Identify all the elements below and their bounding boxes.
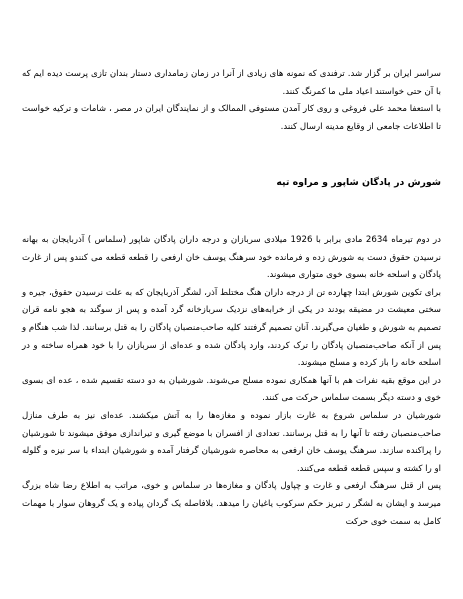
section-paragraph-5: پس از قتل سرهنگ ارفعی و غارت و چپاول پادگان و مغازه‌ها در سلماس و خوی، مراتب به اطلاع رضا شاه بزرگ میرسد و ایشان به لشگر ر تبریز حکم سرکوب یاغیان را میدهد. بلافاصله یک گردان پیاده و یک گروهان سوار با مهمات کامل به سمت خوی حرکت — [22, 481, 441, 527]
intro-paragraph-2: با استعفا محمد علی فروغی و روی کار آمدن مستوفی الممالک و از نمایندگان ایران در مصر ، شامات و ترکیه خواست تا اطلاعات جامعی از وقایع مدینه ارسال کنند. — [22, 104, 441, 132]
section-paragraph-1: در دوم تیرماه 2634 مادی برابر با 1926 میلادی سربازان و درجه داران پادگان شاپور (سلماس ) آذربایجان به بهانه نرسیدن حقوق دست به شورش زده و فرمانده خود سرهنگ یوسف خان ارفعی را قطعه قطعه می کنندو پس از غارت پادگان و اسلحه خانه بسوی خوی متواری میشوند. — [22, 235, 442, 281]
section-heading: شورش در پادگان شاپور و مراوه تپه — [276, 177, 441, 188]
section-body — [22, 232, 441, 531]
intro-block — [22, 66, 441, 136]
section-paragraph-4: شورشیان در سلماس شروع به غارت بازار نموده و مغازه‌ها را به آتش میکشند. عده‌ای نیز به طرف منازل صاحب‌منصبان رفته تا آنها را به قتل برسانند. تعدادی از افسران با موضع گیری و تیراندازی موفق میشوند تا شورشیان را پراکنده سازند. سرهنگ یوسف خان ارفعی به محاصره شورشیان گرفتار آمده و شورشیان ابتداء با سر نیزه و گلوله او را کشته و سپس قطعه قطعه می‌کنند. — [22, 410, 441, 474]
intro-paragraph-1: سراسر ایران بر گزار شد. ترفندی که نمونه های زیادی از آنرا در زمان زمامداری دستار بندان تازی پرست دیده ایم که با آن حتی خواستند اعیاد ملی ما کمرنگ کنند. — [22, 69, 441, 97]
section-paragraph-3: در این موقع بقیه نفرات هم با آنها همکاری نموده مسلح می‌شوند. شورشیان به دو دسته تقسیم شده ، عده ای بسوی خوی و دسته دیگر بسمت سلماس حرکت می کنند. — [22, 375, 441, 404]
section-paragraph-2: برای تکوین شورش ابتدا چهارده تن از درجه داران هنگ مختلط آذر، لشگر آذربایجان که به علت نرسیدن حقوق، جیره و سختی معیشت در مضیقه بودند در یکی از خرابه‌های نزدیک سربازخانه گرد آمده و پس از سوگند به هجو نامه قران تصمیم به شورش و طغیان می‌گیرند. آنان تصمیم گرفتند کلیه صاحب‌منصبان پادگان را به قتل برسانند. لذا شب هنگام و پس از آنکه صاحب‌منصبان پادگان را ترک کردند، وارد پادگان شده و عده‌ای از سربازان را با خود همراه ساخته و در اسلحه خانه را باز کرده و مسلح میشوند. — [22, 287, 441, 369]
